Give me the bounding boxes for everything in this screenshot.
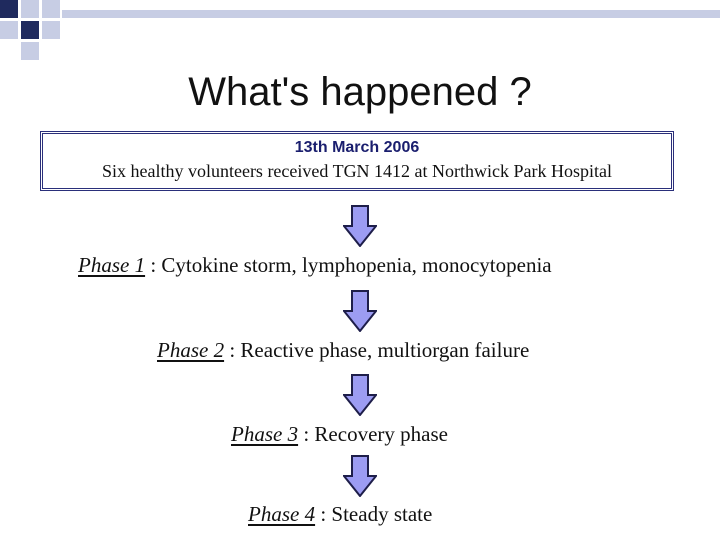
phase-2-item (157, 338, 529, 363)
down-arrow-icon (343, 290, 377, 332)
phase-1-text: Cytokine storm, lymphopenia, monocytopenia (161, 253, 552, 277)
phase-3-item (231, 422, 448, 447)
phase-3-text: Recovery phase (314, 422, 448, 446)
phase-2-separator: : (224, 338, 241, 362)
phase-4-separator: : (315, 502, 332, 526)
phase-1-item (78, 253, 552, 278)
phase-4-text: Steady state (331, 502, 433, 526)
phase-1-label: Phase 1 (78, 253, 146, 277)
event-description: Six healthy volunteers received TGN 1412 at Northwick Park Hospital (101, 161, 613, 181)
slide-title: What's happened ? (188, 70, 532, 114)
phase-4-label: Phase 4 (248, 502, 316, 526)
event-date: 13th March 2006 (294, 139, 420, 156)
down-arrow-icon (343, 374, 377, 416)
phase-3-separator: : (298, 422, 315, 446)
phase-3-label: Phase 3 (231, 422, 299, 446)
down-arrow-icon (343, 205, 377, 247)
phase-4-item (248, 502, 432, 527)
phase-1-separator: : (145, 253, 162, 277)
corner-decoration (0, 0, 720, 60)
event-box (40, 131, 674, 191)
phase-2-text: Reactive phase, multiorgan failure (240, 338, 530, 362)
phase-2-label: Phase 2 (157, 338, 225, 362)
down-arrow-icon (343, 455, 377, 497)
